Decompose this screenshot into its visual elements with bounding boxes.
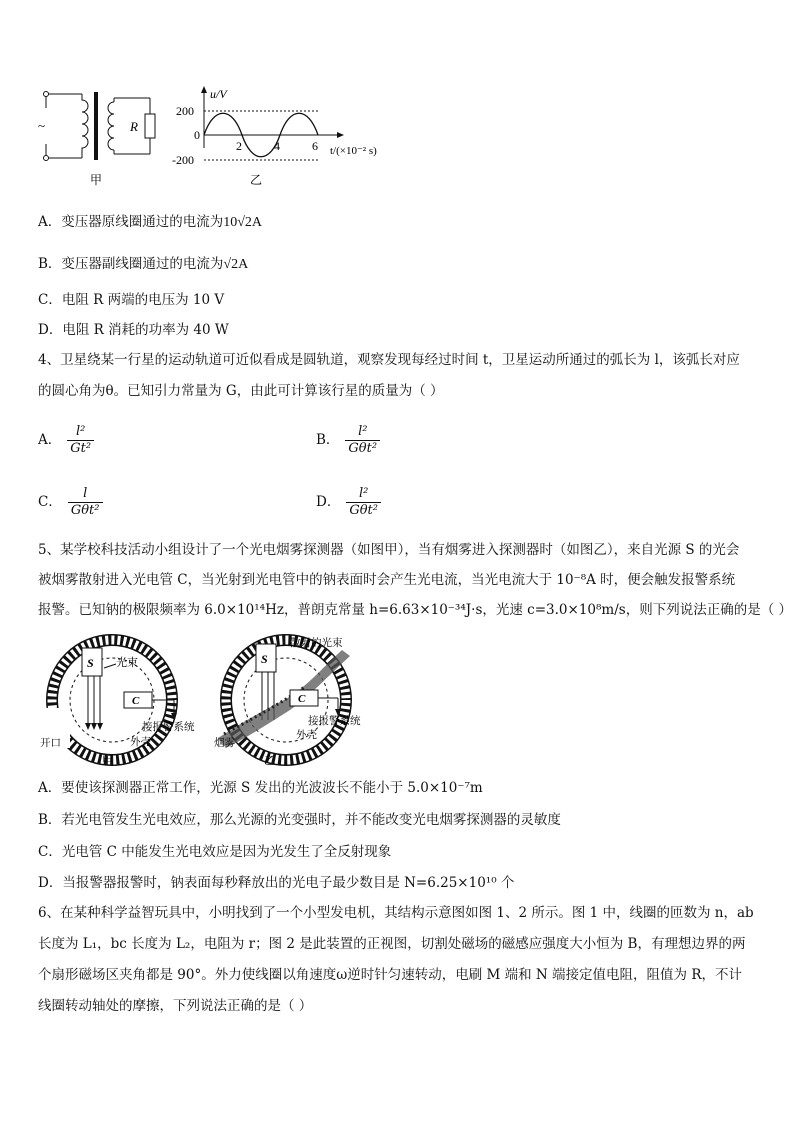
label-beam: 光束 xyxy=(116,657,138,669)
figure-label-yi: 乙 xyxy=(264,755,275,767)
math-current-primary: 10√2A xyxy=(223,215,263,230)
q6-stem-line1: 6、在某种科学益智玩具中，小明找到了一个小型发电机，其结构示意图如图 1、2 所示。图 1 中，线圈的匝数为 n，ab xyxy=(38,905,754,921)
q5-option-c[interactable]: C．光电管 C 中能发生光电效应是因为光发生了全反射现象 xyxy=(38,844,392,860)
figure-label-yi: 乙 xyxy=(250,173,263,187)
q4-stem-line1: 4、卫星绕某一行星的运动轨道可近似看成是圆轨道，观察发现每经过时间 t，卫星运动所通过的弧长为 l，该弧长对应 xyxy=(38,352,740,368)
label-smoke: 烟雾 xyxy=(214,738,235,749)
q5-option-a[interactable]: A．要使该探测器正常工作，光源 S 发出的光波波长不能小于 5.0×10⁻⁷m xyxy=(38,780,483,796)
fraction: $\frac{\text{l²}}{\text{Gθt²}}$ xyxy=(346,486,381,519)
q6-stem-line2: 长度为 L₁，bc 长度为 L₂，电阻为 r；图 2 是此装置的正视图，切割处磁场的磁感应强度大小恒为 B，有理想边界的两 xyxy=(38,936,746,952)
smoke-detector-figure-jia xyxy=(36,634,216,768)
fraction: $\frac{l}{\text{Gθt²}}$ xyxy=(68,486,103,519)
q4-option-d[interactable]: D． $\frac{\text{l²}}{\text{Gθt²}}$ xyxy=(316,486,381,519)
photocell-c: C xyxy=(132,695,140,707)
x-tick-4: 4 xyxy=(274,139,280,153)
label-scattered-beam: 散射的光束 xyxy=(290,638,343,649)
q4-option-a[interactable]: A． $\frac{\text{l²}}{\text{Gt²}}$ xyxy=(38,424,94,457)
light-source-s: S xyxy=(261,652,268,666)
label-shell: 外壳 xyxy=(296,730,317,741)
light-source-s: S xyxy=(87,656,94,670)
label-alarm: 接报警系统 xyxy=(308,716,361,727)
sine-wave-figure xyxy=(168,86,400,190)
resistor-label: R xyxy=(130,119,138,134)
q5-option-d[interactable]: D．当报警器报警时，钠表面每秒释放出的光电子最少数目是 N=6.25×10¹⁰ 个 xyxy=(38,875,515,891)
figure-label-jia: 甲 xyxy=(102,755,113,767)
q5-stem-line3: 报警。已知钠的极限频率为 6.0×10¹⁴Hz，普朗克常量 h=6.63×10⁻³⁴J·s，光速 c=3.0×10⁸m/s，则下列说法正确的是（ ） xyxy=(38,602,792,618)
q4-option-c[interactable]: C． $\frac{l}{\text{Gθt²}}$ xyxy=(38,486,103,519)
q6-stem-line4: 线圈转动轴处的摩擦，下列说法正确的是（ ） xyxy=(38,998,313,1014)
x-tick-2: 2 xyxy=(236,139,242,153)
math-current-secondary: √2A xyxy=(223,257,249,272)
ac-symbol: ~ xyxy=(38,118,46,133)
q3-option-d[interactable]: D．电阻 R 消耗的功率为 40 W xyxy=(38,322,229,338)
y-tick-0: 0 xyxy=(194,128,200,142)
q5-stem-line2: 被烟雾散射进入光电管 C，当光射到光电管中的钠表面时会产生光电流，当光电流大于 10⁻⁸A 时，便会触发报警系统 xyxy=(38,572,736,588)
y-tick-200: 200 xyxy=(176,104,194,118)
q3-option-a[interactable]: A．变压器原线圈通过的电流为10√2A xyxy=(38,214,263,230)
x-tick-6: 6 xyxy=(312,139,318,153)
label-alarm: 接报警系统 xyxy=(142,722,195,733)
q6-stem-line3: 个扇形磁场区夹角都是 90°。外力使线圈以角速度ω逆时针匀速转动，电刷 M 端和 N 端接定值电阻，阻值为 R，不计 xyxy=(38,967,742,983)
transformer-figure xyxy=(36,86,166,190)
label-opening: 开口 xyxy=(40,738,61,749)
label-shell: 外壳 xyxy=(130,737,151,748)
q5-option-b[interactable]: B．若光电管发生光电效应，那么光源的光变强时，并不能改变光电烟雾探测器的灵敏度 xyxy=(38,812,561,828)
q4-option-b[interactable]: B． $\frac{\text{l²}}{\text{Gθt²}}$ xyxy=(316,424,380,457)
fraction: $\frac{\text{l²}}{\text{Gθt²}}$ xyxy=(345,424,380,457)
q4-stem-line2: 的圆心角为θ。已知引力常量为 G，由此可计算该行星的质量为（ ） xyxy=(38,383,444,399)
x-axis-label: t/(×10⁻² s) xyxy=(330,145,377,157)
photocell-c: C xyxy=(298,693,306,705)
figure-label-jia: 甲 xyxy=(90,173,103,187)
y-axis-label: u/V xyxy=(210,87,227,101)
q5-stem-line1: 5、某学校科技活动小组设计了一个光电烟雾探测器（如图甲），当有烟雾进入探测器时（如图乙），来自光源 S 的光会 xyxy=(38,542,740,558)
fraction: $\frac{\text{l²}}{\text{Gt²}}$ xyxy=(67,424,94,457)
y-tick-neg200: -200 xyxy=(172,153,194,167)
q3-option-b[interactable]: B．变压器副线圈通过的电流为√2A xyxy=(38,256,249,272)
q3-option-c[interactable]: C．电阻 R 两端的电压为 10 V xyxy=(38,292,225,308)
smoke-detector-figure-yi xyxy=(210,634,390,768)
